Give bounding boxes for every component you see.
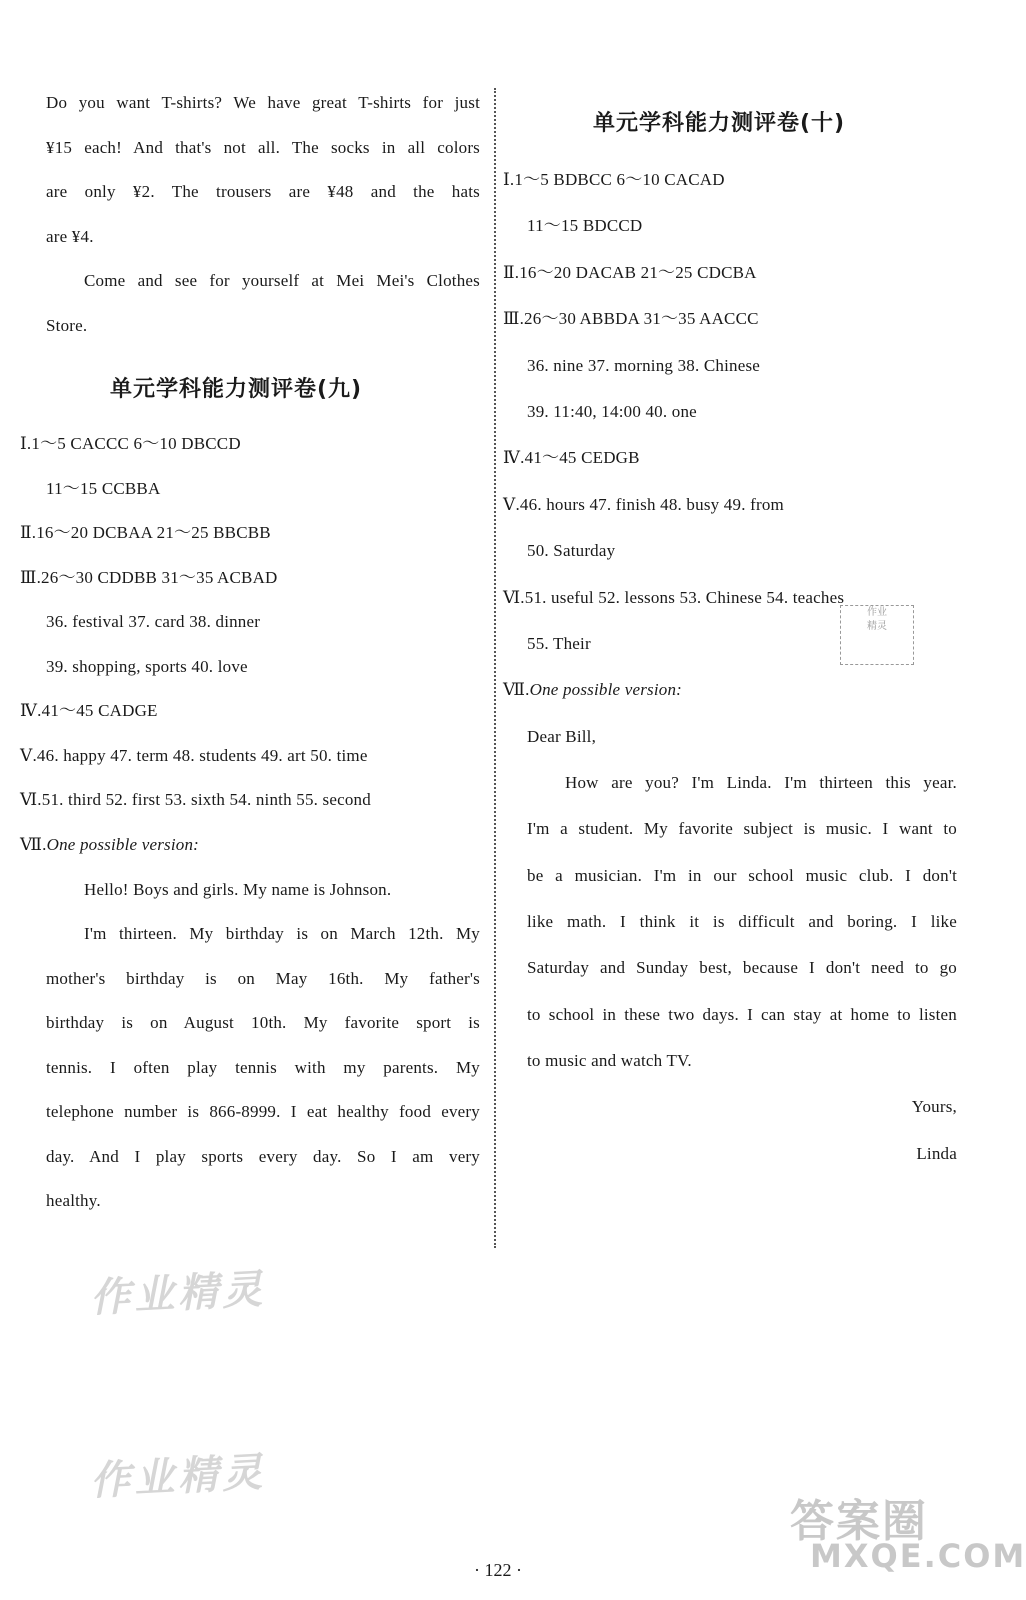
intro-line: are ¥4. <box>46 227 94 246</box>
essay-label-prefix: Ⅶ. <box>20 835 47 854</box>
corner-logo-text: 答案圈 <box>790 1496 928 1547</box>
essay-line: birthday is on August 10th. My favorite sport is <box>46 1013 480 1032</box>
column-divider <box>494 88 496 1248</box>
answer-line: 36. festival 37. card 38. dinner <box>46 612 261 631</box>
intro-line: Do you want T-shirts? We have great T-shirts for just <box>46 93 480 112</box>
answer-line: Ⅴ.46. hours 47. finish 48. busy 49. from <box>503 495 784 514</box>
essay-line: like math. I think it is difficult and boring. I like <box>527 912 957 931</box>
watermark-text: 作业精灵 <box>89 1265 268 1322</box>
answer-line: 36. nine 37. morning 38. Chinese <box>527 356 761 375</box>
watermark-stamp <box>840 605 914 665</box>
answer-line: 11～15 CCBBA <box>46 479 161 498</box>
essay-line: to school in these two days. I can stay at home to listen <box>527 1005 957 1024</box>
answer-line: 55. Their <box>527 634 591 653</box>
essay-line: telephone number is 866-8999. I eat healthy food every <box>46 1102 480 1121</box>
essay-line: Saturday and Sunday best, because I don't need to go <box>527 958 957 977</box>
essay-line: Hello! Boys and girls. My name is Johnson. <box>84 880 392 899</box>
answer-line: Ⅳ.41～45 CEDGB <box>503 448 640 467</box>
stamp-line: 作业 <box>867 607 887 618</box>
answer-line: Ⅱ.16～20 DCBAA 21～25 BBCBB <box>20 523 271 542</box>
intro-line: Store. <box>46 316 88 335</box>
essay-line: tennis. I often play tennis with my parents. My <box>46 1058 480 1077</box>
essay-line: to music and watch TV. <box>527 1051 692 1070</box>
answer-line: 11～15 BDCCD <box>527 216 643 235</box>
essay-line: I'm a student. My favorite subject is music. I want to <box>527 819 957 838</box>
intro-line: are only ¥2. The trousers are ¥48 and the hats <box>46 182 480 201</box>
essay-line: be a musician. I'm in our school music club. I don't <box>527 866 957 885</box>
essay-label <box>503 679 682 701</box>
answer-line: 39. 11:40, 14:00 40. one <box>527 402 697 421</box>
essay-label-text: One possible version: <box>529 680 683 699</box>
page-number: · 122 · <box>474 1560 522 1580</box>
essay-line: day. And I play sports every day. So I am very <box>46 1147 480 1166</box>
intro-line: ¥15 each! And that's not all. The socks in all colors <box>46 138 480 157</box>
essay-line: How are you? I'm Linda. I'm thirteen this year. <box>565 773 957 792</box>
section-title-10: 单元学科能力测评卷(十) <box>593 111 846 136</box>
essay-label-text: One possible version: <box>46 835 200 854</box>
answer-line: Ⅳ.41～45 CADGE <box>20 701 158 720</box>
letter-signature: Linda <box>916 1144 957 1163</box>
essay-label-prefix: Ⅶ. <box>503 680 530 699</box>
intro-line: Come and see for yourself at Mei Mei's Clothes <box>84 271 480 290</box>
stamp-line: 精灵 <box>867 621 887 632</box>
answer-line: Ⅱ.16～20 DACAB 21～25 CDCBA <box>503 263 757 282</box>
watermark-text: 作业精灵 <box>89 1448 268 1505</box>
letter-closing: Yours, <box>911 1097 957 1116</box>
answer-line: Ⅵ.51. third 52. first 53. sixth 54. ninth 55. second <box>20 790 371 809</box>
letter-greeting: Dear Bill, <box>527 727 597 746</box>
essay-line: I'm thirteen. My birthday is on March 12th. My <box>84 924 480 943</box>
answer-line: Ⅲ.26～30 CDDBB 31～35 ACBAD <box>20 568 278 587</box>
corner-logo-url: MXQE.COM <box>810 1537 1026 1575</box>
essay-line: mother's birthday is on May 16th. My father's <box>46 969 480 988</box>
answer-line: Ⅴ.46. happy 47. term 48. students 49. art 50. time <box>20 746 368 765</box>
essay-label <box>20 834 199 856</box>
answer-line: Ⅵ.51. useful 52. lessons 53. Chinese 54. teaches <box>503 588 845 607</box>
section-title-9: 单元学科能力测评卷(九) <box>110 377 363 402</box>
answer-line: Ⅲ.26～30 ABBDA 31～35 AACCC <box>503 309 759 328</box>
answer-line: Ⅰ.1～5 BDBCC 6～10 CACAD <box>503 170 725 189</box>
essay-line: healthy. <box>46 1191 101 1210</box>
answer-line: 39. shopping, sports 40. love <box>46 657 248 676</box>
answer-line: Ⅰ.1～5 CACCC 6～10 DBCCD <box>20 434 241 453</box>
answer-line: 50. Saturday <box>527 541 616 560</box>
